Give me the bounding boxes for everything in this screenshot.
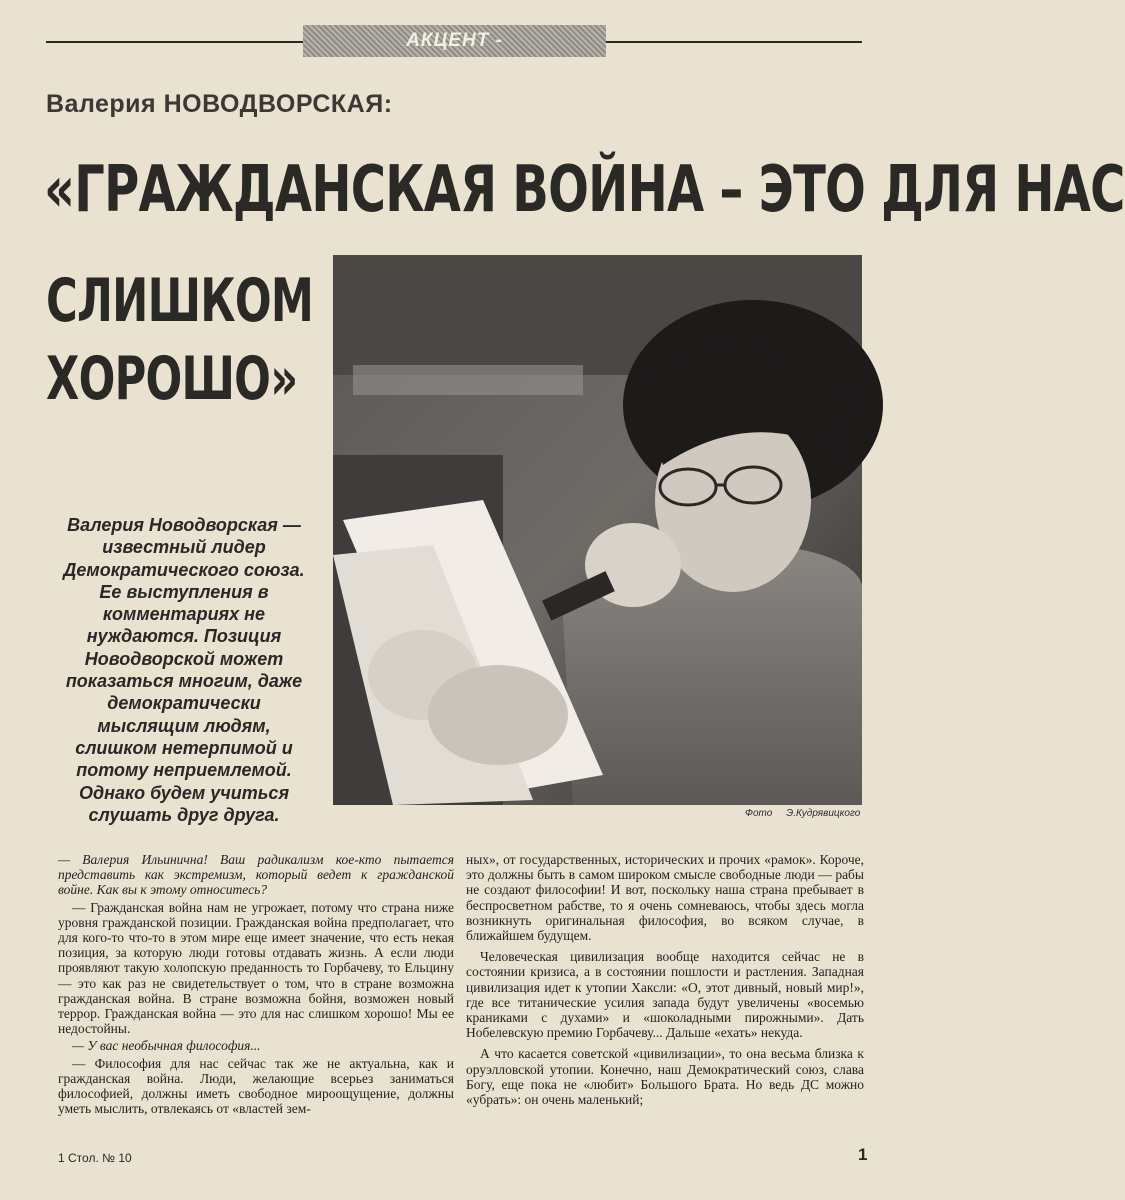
body-column-right xyxy=(466,852,864,1109)
intro-line: показаться многим, даже xyxy=(65,671,303,692)
intro-line: слушать друг друга. xyxy=(88,804,280,825)
intro-lead xyxy=(40,514,328,826)
intro-line: Демократического союза. xyxy=(63,559,305,580)
intro-line: комментариях не xyxy=(102,604,266,625)
body-column-left xyxy=(58,852,454,1118)
photo-credit xyxy=(745,808,874,819)
intro-line: известный лидер xyxy=(102,537,266,558)
issue-mark: 1 Стол. № 10 xyxy=(58,1151,132,1165)
body-paragraph: А что касается советской «цивилизации», то она весьма близка к оруэлловской утопии. Конечно, наш Демократический союз, слава Богу, еще пока не «любит» Большого Брата. Но ведь ДС можно «убрать»: он очень маленький; xyxy=(466,1046,864,1108)
interview-question: — Валерия Ильинична! Ваш радикализм кое-кто пытается представить как экстремизм, который ведет к гражданской войне. Как вы к этому относитесь? xyxy=(58,852,454,898)
photo-credit-label: Фото xyxy=(745,808,773,819)
portrait-photo-illustration xyxy=(333,255,862,805)
section-label: АКЦЕНТ - xyxy=(303,25,606,57)
intro-line: Новодворской может xyxy=(84,648,284,669)
intro-line: демократически xyxy=(107,693,261,714)
headline-line-1: «ГРАЖДАНСКАЯ ВОЙНА – ЭТО ДЛЯ НАС xyxy=(44,153,1125,227)
photo-credit-author: Э.Кудрявицкого xyxy=(786,808,861,819)
intro-line: Валерия Новодворская — xyxy=(67,515,301,535)
headline-line-3: ХОРОШО» xyxy=(46,344,298,414)
headline-continuation xyxy=(46,262,313,418)
page-number: 1 xyxy=(858,1145,868,1164)
interview-question: — У вас необычная философия... xyxy=(72,1038,261,1054)
intro-line: Однако будем учиться xyxy=(78,782,290,803)
intro-line: слишком нетерпимой и xyxy=(75,737,293,758)
interview-answer: — Гражданская война нам не угрожает, потому что страна ниже уровня гражданской позиции. Гражданская война предполагает, что для кого-то что-то в этом мире еще имеет значение, что есть некая позиция, за которую люди готовы отдавать жизнь. А если люди проявляют такую холопскую преданность то Горбачеву, то Ельцину — это как раз не свидетельствует о том, что в стране возможна гражданская война. В стране возможна бойня, возможен новый террор. Гражданская война — это для нас слишком хорошо! Мы ее недостойны. xyxy=(58,899,454,1037)
portrait-photo xyxy=(333,255,862,805)
byline: Валерия НОВОДВОРСКАЯ: xyxy=(46,90,393,118)
header-rule-right xyxy=(606,41,862,43)
headline-line-2: СЛИШКОМ xyxy=(46,266,314,336)
intro-line: мыслящим людям, xyxy=(97,715,271,736)
intro-line: потому неприемлемой. xyxy=(76,760,292,781)
header-rule-left xyxy=(46,41,303,43)
interview-answer-continued: ных», от государственных, исторических и прочих «рамок». Короче, это должны быть в самом широком смысле свободные люди — рабы не создают философии! И вот, поскольку наша страна пребывает в беспросветном рабстве, то я очень сомневаюсь, чтобы здесь могла возникнуть оригинальная философия, во всяком случае, в ближайшем будущем. xyxy=(466,852,864,944)
intro-line: Ее выступления в xyxy=(99,581,269,602)
body-paragraph: Человеческая цивилизация вообще находится сейчас не в состоянии кризиса, а в состоянии пошлости и растления. Западная цивилизация идет к утопии Хаксли: «О, этот дивный, новый мир!», где все титанические усилия запада будут увеличены «восемью краниками с духами» и «шоколадными пирожными». Дать Нобелевскую премию Горбачеву... Дальше «ехать» некуда. xyxy=(466,949,864,1041)
interview-answer: — Философия для нас сейчас так же не актуальна, как и гражданская война. Люди, желающие всерьез заниматься философией, должны иметь свободное мироощущение, должны уметь мыслить, отвлекаясь от «властей зем- xyxy=(58,1055,454,1117)
intro-line: нуждаются. Позиция xyxy=(86,626,282,647)
